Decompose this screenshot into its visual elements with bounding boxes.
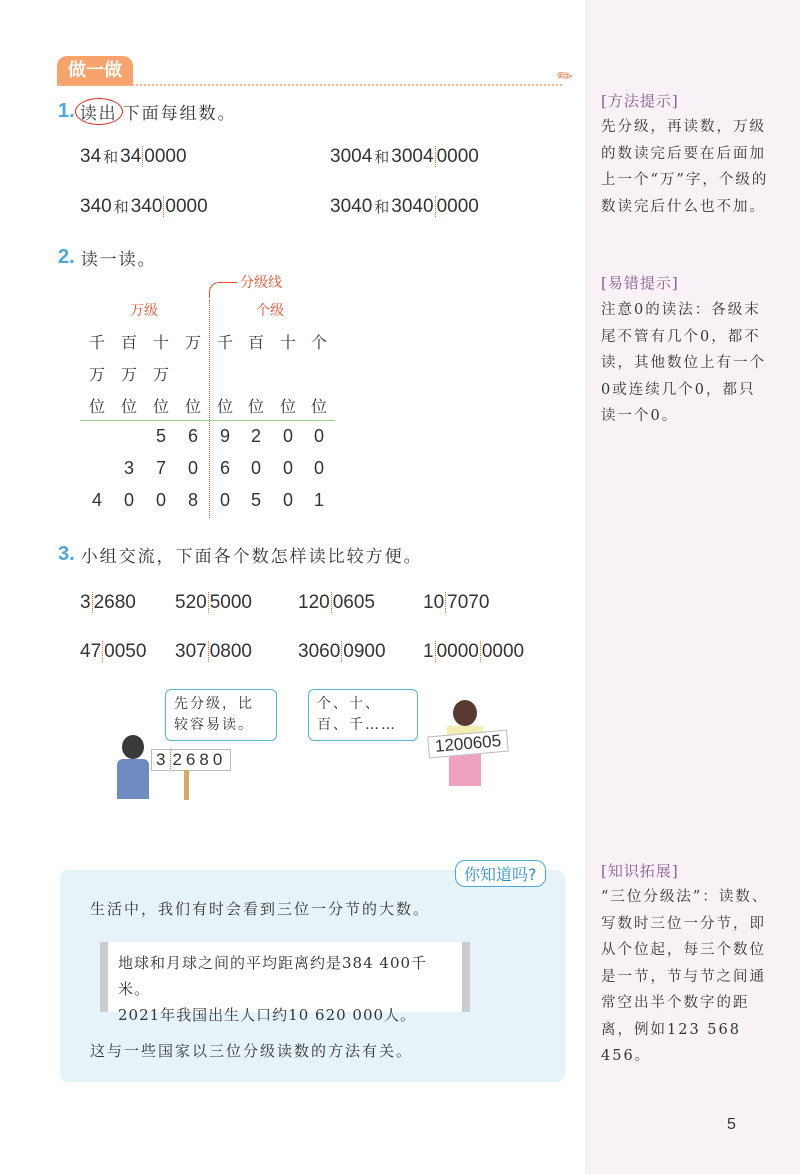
divider-label: 分级线 [240,275,282,291]
place-header: 千 [216,333,233,352]
divider-arrow-icon [209,282,237,298]
number-b-low: 0000 [165,196,208,217]
place-header: 位 [184,397,201,416]
number-part: 0000 [436,641,479,662]
number-b-low: 0000 [436,146,479,167]
digit-cell: 0 [313,426,324,446]
q2-text: 读一读。 [80,250,157,270]
number-part: 120 [298,592,330,613]
number-item [80,641,146,663]
card-part: 3 [156,750,170,769]
q3-number: 3. [58,543,75,565]
place-header: 位 [247,397,264,416]
tip3-title: [知识拓展] [601,862,679,880]
boy-number-card [151,749,231,771]
number-item [80,592,136,614]
number-part: 0000 [481,641,525,662]
digit-cell: 2 [250,426,261,446]
number-item [175,592,252,614]
place-header: 万 [120,365,137,384]
digit-cell: 6 [219,458,230,478]
dotted-divider [57,84,562,86]
place-header: 位 [152,397,169,416]
tip2-text: 注意0的读法：各级末尾不管有几个0，都不读，其他数位上有一个0或连续几个0，都只读一个0。 [601,302,766,424]
digit-cell: 0 [282,458,293,478]
place-header: 位 [88,397,105,416]
number-b-low: 0000 [144,146,187,167]
place-header: 万 [152,365,169,384]
place-header: 位 [310,397,327,416]
boy-illustration [117,735,149,799]
number-pair [80,146,187,168]
number-part: 0605 [332,592,375,613]
q1-circled: 读出 [75,98,123,125]
number-part: 47 [80,641,102,662]
number-a: 340 [80,196,112,217]
number-item [298,592,375,614]
q3-text: 小组交流，下面各个数怎样读比较方便。 [80,547,423,567]
tip2-title: [易错提示] [601,274,679,292]
girl-number-card: 1200605 [427,730,509,759]
q2-number: 2. [58,246,75,268]
number-b-low: 0000 [436,196,479,217]
number-part: 307 [175,641,207,662]
number-part: 0050 [104,641,147,662]
q1-text: 下面每组数。 [122,104,237,124]
digit-cell: 9 [219,426,230,446]
number-a: 3004 [330,146,373,167]
number-part: 1 [423,641,434,662]
q3-heading [58,542,423,567]
place-header: 百 [247,333,264,352]
place-header: 位 [279,397,296,416]
dyk-line1: 生活中，我们有时会看到三位一分节的大数。 [90,900,431,918]
pencil-icon: ✎ [553,63,579,90]
number-part: 3060 [298,641,341,662]
number-pair [80,196,208,218]
number-part: 520 [175,592,207,613]
and-word: 和 [113,198,129,216]
number-b-high: 34 [120,146,142,167]
card-stand [184,770,189,800]
place-header: 百 [120,333,137,352]
q1-heading [58,98,237,125]
tip1-text: 先分级，再读数，万级的数读完后要在后面加上一个“万”字，个级的数读完后什么也不加。 [601,119,769,215]
digit-cell: 0 [282,490,293,510]
scroll-line2: 2021年我国出生人口约10 620 000人。 [118,1006,417,1024]
number-item [423,641,524,663]
number-b-high: 340 [130,196,163,217]
and-word: 和 [103,148,119,166]
page-number: 5 [727,1116,736,1133]
digit-cell: 3 [123,458,134,478]
digit-cell: 8 [187,490,198,510]
place-header: 万 [88,365,105,384]
q2-heading [58,245,157,270]
digit-cell: 0 [250,458,261,478]
number-part: 3 [80,592,91,613]
digit-cell: 1 [313,490,324,510]
digit-cell: 0 [313,458,324,478]
tip1-title: [方法提示] [601,92,679,110]
boy-speech-bubble: 先分级，比较容易读。 [165,689,277,741]
sidebar [585,0,800,1174]
number-a: 3040 [330,196,373,217]
q1-number: 1. [58,100,75,122]
girl-speech-bubble: 个、十、百、千…… [308,689,418,741]
place-header: 十 [152,333,169,352]
tip3-text: “三位分级法”：读数、写数时三位一分节，即从个位起，每三个数位是一节，节与节之间通常空出半个数字的距离，例如123 568 456。 [601,889,769,1064]
number-part: 10 [423,592,445,613]
number-pair [330,146,479,168]
and-word: 和 [374,148,390,166]
digit-cell: 5 [155,426,166,446]
number-item [423,592,489,614]
number-part: 7070 [447,592,490,613]
card-part: 2680 [172,750,227,769]
scroll-card [100,942,470,1024]
dyk-line2: 这与一些国家以三位分级读数的方法有关。 [90,1042,414,1060]
table-rule [80,420,335,421]
digit-cell: 0 [187,458,198,478]
digit-cell: 0 [219,490,230,510]
digit-cell: 5 [250,490,261,510]
number-part: 0800 [209,641,252,662]
did-you-know-badge: 你知道吗? [455,860,546,887]
place-header: 个 [310,333,327,352]
digit-cell: 0 [282,426,293,446]
place-header: 千 [88,333,105,352]
scroll-line1: 地球和月球之间的平均距离约是384 400千米。 [118,954,428,998]
digit-cell: 7 [155,458,166,478]
ge-level-label: 个级 [256,303,284,319]
wan-level-label: 万级 [130,303,158,319]
place-header: 十 [279,333,296,352]
digit-cell: 0 [155,490,166,510]
number-item [175,641,252,663]
number-part: 5000 [209,592,252,613]
number-a: 34 [80,146,102,167]
and-word: 和 [374,198,390,216]
place-header: 位 [216,397,233,416]
digit-cell: 4 [91,490,102,510]
number-pair [330,196,479,218]
number-b-high: 3040 [391,196,434,217]
number-part: 2680 [93,592,136,613]
digit-cell: 6 [187,426,198,446]
digit-cell: 0 [123,490,134,510]
place-header: 位 [120,397,137,416]
section-tag: 做一做 [57,56,133,86]
place-header: 万 [184,333,201,352]
number-b-high: 3004 [391,146,434,167]
number-part: 0900 [343,641,386,662]
number-item [298,641,386,663]
